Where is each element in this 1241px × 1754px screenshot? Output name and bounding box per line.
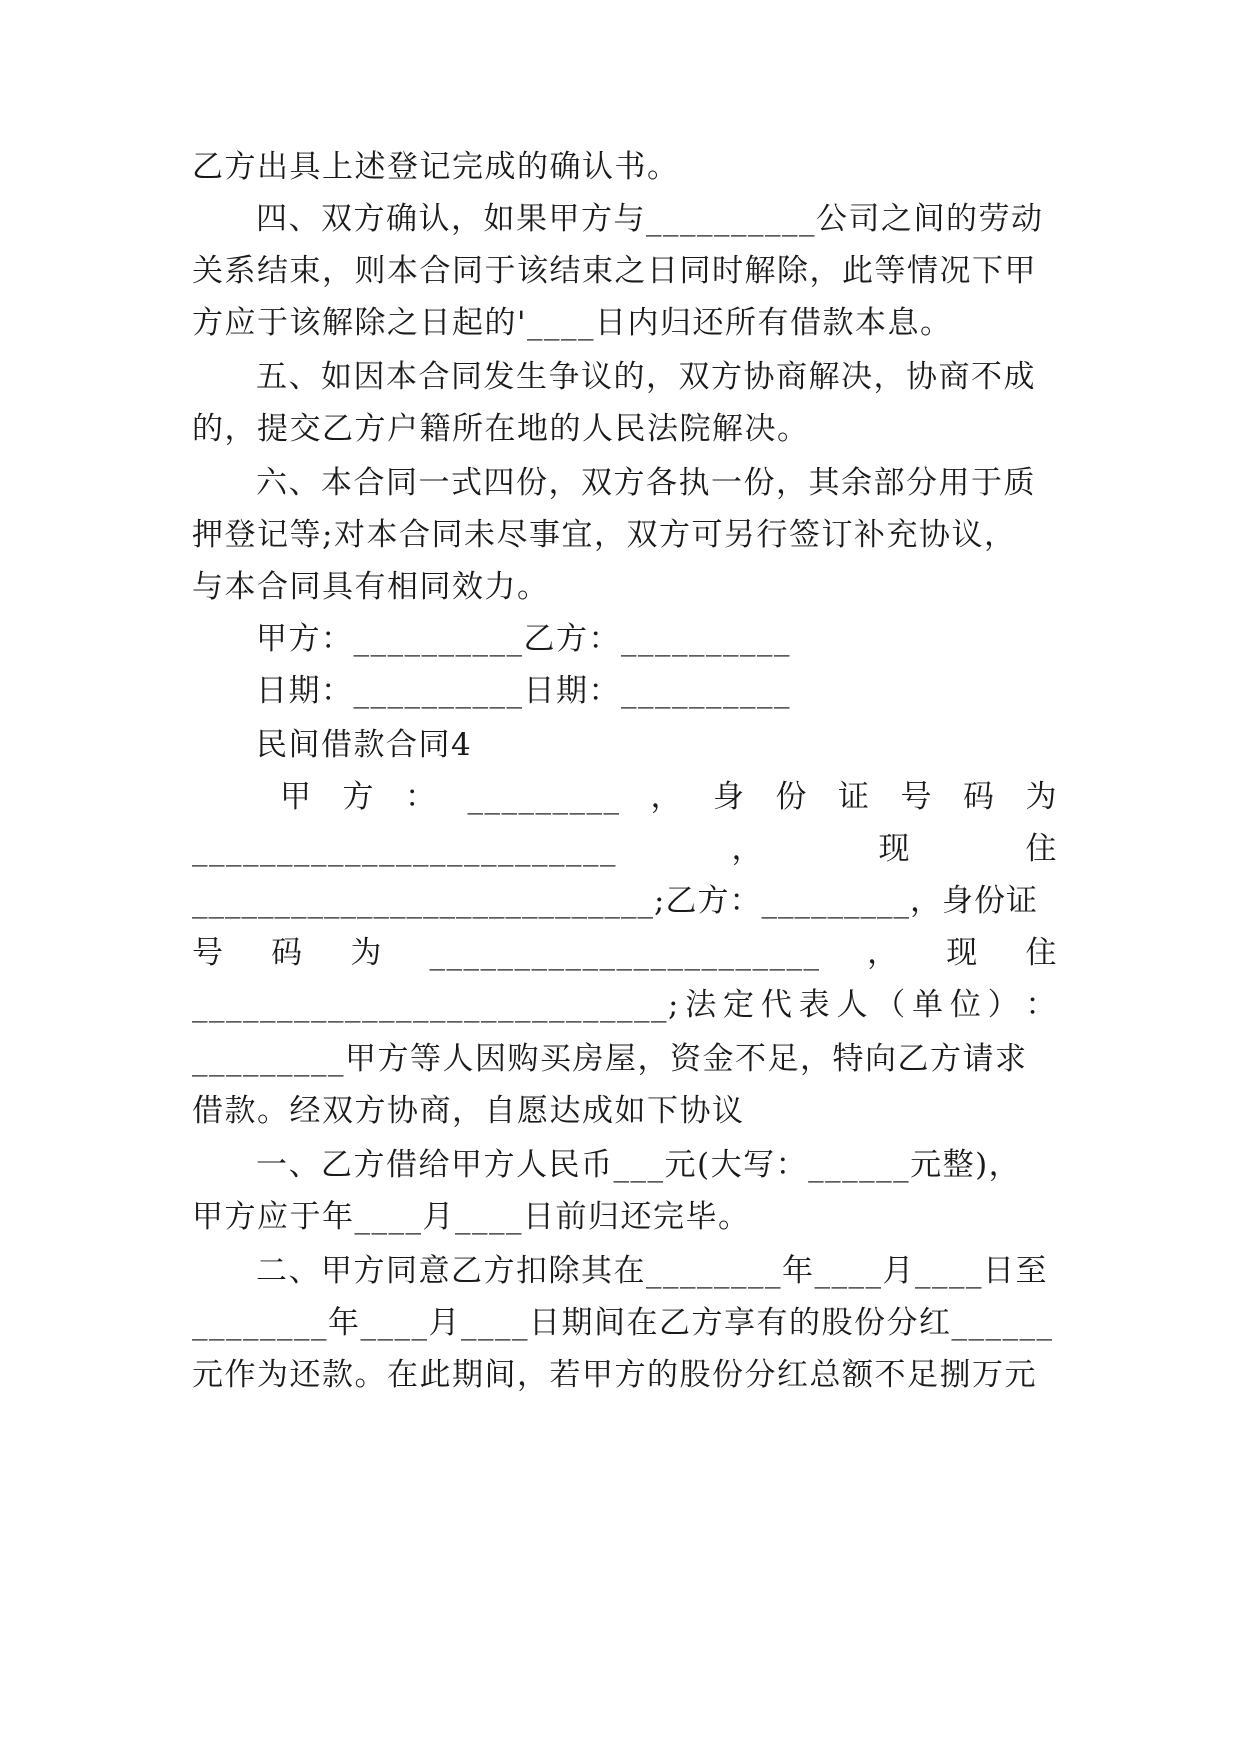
clause-4-line-3: 方应于该解除之日起的'____日内归还所有借款本息。 bbox=[192, 305, 953, 341]
clause-4-line-2: 关系结束，则本合同于该结束之日同时解除，此等情况下甲 bbox=[192, 253, 1037, 289]
party-row-4: 号 码 为 _______________________ ， 现 住 bbox=[192, 935, 1058, 971]
section-title: 民间借款合同4 bbox=[256, 727, 473, 763]
party-row-5: ____________________________; 法 定 代 表 人 （ 单 位 ） ： bbox=[192, 987, 1058, 1023]
clause-6-line-1: 六、本合同一式四份，双方各执一份，其余部分用于质 bbox=[256, 465, 1036, 501]
clause-5-line-2: 的，提交乙方户籍所在地的人民法院解决。 bbox=[192, 411, 810, 447]
loan-clause-1-line-1: 一、乙方借给甲方人民币___元(大写：______元整)， bbox=[256, 1147, 1022, 1183]
loan-clause-1-line-2: 甲方应于年____月____日前归还完毕。 bbox=[192, 1199, 751, 1235]
loan-clause-2-line-1: 二、甲方同意乙方扣除其在________年____月____日至 bbox=[256, 1253, 1048, 1289]
party-row-6: _________甲方等人因购买房屋，资金不足，特向乙方请求 bbox=[192, 1041, 1028, 1077]
date-line: 日期：__________日期：__________ bbox=[256, 673, 791, 709]
party-row-7: 借款。经双方协商，自愿达成如下协议 bbox=[192, 1093, 745, 1129]
clause-4-line-1: 四、双方确认，如果甲方与__________公司之间的劳动 bbox=[256, 201, 1044, 237]
text-line: 乙方出具上述登记完成的确认书。 bbox=[192, 149, 680, 185]
party-row-2: _________________________ ， 现 住 bbox=[192, 831, 1058, 867]
loan-clause-2-line-2: ________年____月____日期间在乙方享有的股份分红______ bbox=[192, 1305, 1054, 1341]
clause-6-line-3: 与本合同具有相同效力。 bbox=[192, 569, 550, 605]
loan-clause-2-line-3: 元作为还款。在此期间，若甲方的股份分红总额不足捌万元 bbox=[192, 1357, 1037, 1393]
signature-line: 甲方：__________乙方：__________ bbox=[256, 621, 791, 657]
party-row-1: 甲 方 ： _________ ， 身 份 证 号 码 为 bbox=[280, 779, 1058, 815]
clause-6-line-2: 押登记等;对本合同未尽事宜，双方可另行签订补充协议， bbox=[192, 517, 1017, 553]
clause-5-line-1: 五、如因本合同发生争议的，双方协商解决，协商不成 bbox=[256, 359, 1036, 395]
party-row-3: ____________________________;乙方：_________，身份证 bbox=[192, 883, 1038, 919]
